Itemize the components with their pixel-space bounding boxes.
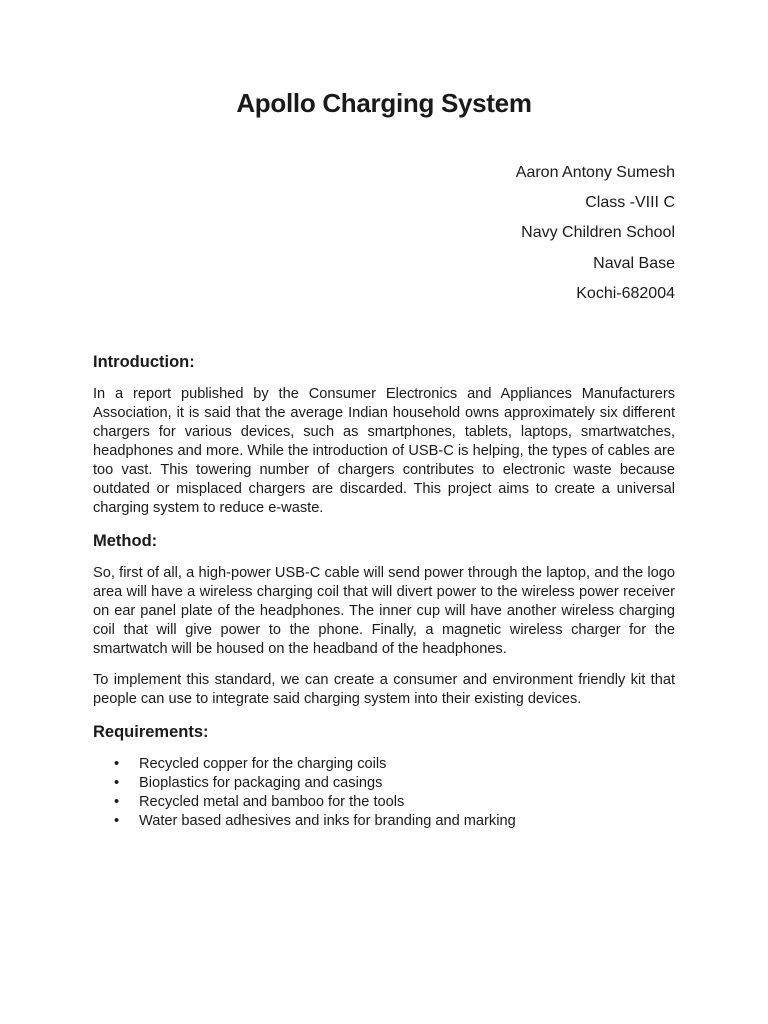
- author-school: Navy Children School: [521, 224, 675, 242]
- introduction-section: [93, 351, 675, 518]
- bullet-icon: •: [114, 794, 120, 811]
- requirements-section: [93, 721, 675, 831]
- document-title: Apollo Charging System: [236, 88, 532, 118]
- list-item: [93, 755, 675, 774]
- method-paragraph: So, first of all, a high-power USB-C cable will send power through the laptop, and the logo area will have a wireless charging coil that will divert power to the wireless power receiver on ear panel plate of the headphones. The inner cup will have another wireless charging coil that will give power to the phone. Finally, a magnetic wireless charger for the smartwatch will be housed on the headband of the headphones.: [93, 565, 675, 658]
- author-class: Class -VIII C: [585, 194, 675, 212]
- list-item: [93, 812, 675, 831]
- method-heading: Method:: [93, 532, 158, 551]
- method-paragraph: To implement this standard, we can create a consumer and environment friendly kit that people can use to integrate said charging system into their existing devices.: [93, 672, 675, 708]
- list-item: [93, 793, 675, 812]
- requirements-list: [93, 755, 675, 831]
- list-item: [93, 774, 675, 793]
- author-locality: Naval Base: [593, 254, 675, 272]
- introduction-heading: Introduction:: [93, 353, 195, 372]
- author-name: Aaron Antony Sumesh: [515, 164, 675, 181]
- requirement-text: Water based adhesives and inks for branding and marking: [139, 813, 516, 830]
- introduction-paragraph: In a report published by the Consumer Electronics and Appliances Manufacturers Association, it is said that the average Indian household owns approximately six different chargers for various devices, such as smartphones, tablets, laptops, smartwatches, headphones and more. While the introduction of USB-C is helping, the types of cables are too vast. This towering number of chargers contributes to electronic waste because outdated or misplaced chargers are discarded. This project aims to create a universal charging system to reduce e-waste.: [93, 386, 675, 517]
- author-block: [93, 158, 675, 309]
- author-city-pin: Kochi-682004: [576, 284, 675, 302]
- method-section: [93, 530, 675, 709]
- requirement-text: Recycled metal and bamboo for the tools: [139, 794, 405, 811]
- requirements-heading: Requirements:: [93, 723, 209, 742]
- bullet-icon: •: [114, 756, 120, 773]
- bullet-icon: •: [114, 775, 120, 792]
- requirement-text: Recycled copper for the charging coils: [139, 756, 387, 773]
- requirement-text: Bioplastics for packaging and casings: [139, 775, 383, 792]
- bullet-icon: •: [114, 813, 120, 830]
